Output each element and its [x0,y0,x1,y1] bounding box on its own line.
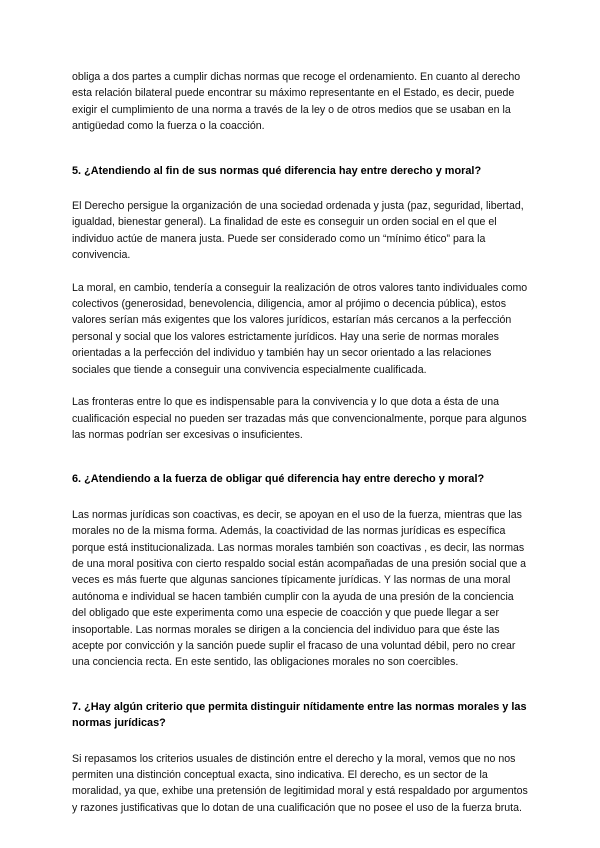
section-5-heading: 5. ¿Atendiendo al fin de sus normas qué diferencia hay entre derecho y moral? [72,164,482,177]
section-6-paragraph-1: Las normas jurídicas son coactivas, es decir, se apoyan en el uso de la fuerza, mientras que las morales no de la misma forma. Además, la coactividad de las normas jurídicas es específica porque está institucionalizada. Las normas morales también son coactivas , es decir, las normas de una moral positiva con cierto respaldo social están acompañadas de una presión social que a veces es más fuerte que algunas sanciones típicamente jurídicas. Y las normas de una moral autónoma e individual se hacen también cumplir con la ayuda de una presión de la conciencia del obligado que este experimenta como una especie de coacción y que puede llegar a ser insoportable. Las normas morales se dirigen a la conciencia del individuo para que éste las acepte por convicción y la sanción puede suplir el fracaso de una voluntad débil, pero no crear una conciencia recta. En este sentido, las obligaciones morales no son coercibles. [72,508,527,669]
section-5-paragraph-3: Las fronteras entre lo que es indispensable para la convivencia y lo que dota a ésta de una cualificación especial no pueden ser trazadas más que convencionalmente, porque para algunos las normas podrían ser excesivas o insuficientes. [72,396,527,441]
section-7-paragraph-1: Si repasamos los criterios usuales de distinción entre el derecho y la moral, vemos que no nos permiten una distinción conceptual exacta, sino indicativa. El derecho, es un sector de la moralidad, ya que, exhibe una pretensión de legitimidad moral y está respaldado por argumentos y razones justificativas que lo dotan de una cualificación que no posee el uso de la fuerza bruta. [72,752,528,814]
section-5-paragraph-2: La moral, en cambio, tendería a conseguir la realización de otros valores tanto individuales como colectivos (generosidad, benevolencia, diligencia, amor al prójimo o decencia pública), estos valores serían más exigentes que los valores jurídicos, estarían más cercanos a la perfección personal y social que los valores estrictamente jurídicos. Hay una serie de normas morales orientadas a la perfección del individuo y también hay un secor orientado a las relaciones sociales que tiende a conseguir una convivencia especialmente cualificada. [72,281,528,376]
document-body [72,69,530,816]
section-5-paragraph-1: El Derecho persigue la organización de una sociedad ordenada y justa (paz, seguridad, libertad, igualdad, bienestar general). La finalidad de este es conseguir un orden social en el que el individuo actúe de manera justa. Puede ser considerado como un “mínimo ético” para la convivencia. [72,200,524,262]
section-6-heading: 6. ¿Atendiendo a la fuerza de obligar qué diferencia hay entre derecho y moral? [72,473,485,486]
intro-paragraph: obliga a dos partes a cumplir dichas normas que recoge el ordenamiento. En cuanto al derecho esta relación bilateral puede encontrar su máximo representante en el Estado, es decir, puede exigir el cumplimiento de una norma a través de la ley o de otros medios que se usaban en la antigüedad como la fuerza o la coacción. [72,71,521,133]
section-7-heading: 7. ¿Hay algún criterio que permita distinguir nítidamente entre las normas morales y las normas jurídicas? [72,700,527,730]
